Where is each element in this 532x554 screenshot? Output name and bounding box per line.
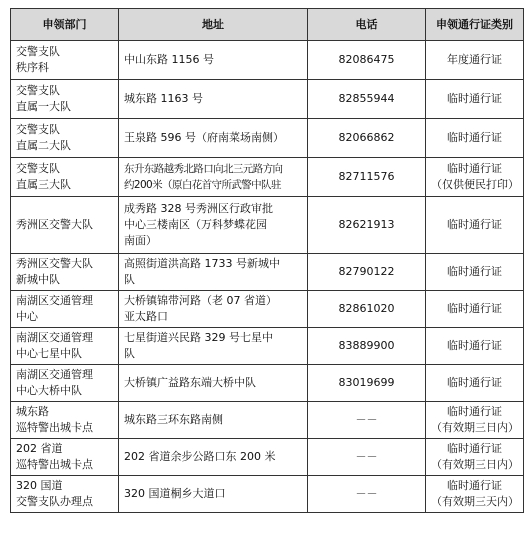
- cell-permit-type: 临时通行证: [426, 119, 524, 158]
- header-dept: 申领部门: [11, 9, 119, 41]
- cell-permit-type: 临时通行证 （仅供便民打印）: [426, 158, 524, 197]
- cell-dept: 320 国道 交警支队办理点: [11, 476, 119, 513]
- cell-permit-type: 临时通行证: [426, 197, 524, 254]
- header-permit-type: 申领通行证类别: [426, 9, 524, 41]
- cell-permit-type: 临时通行证: [426, 80, 524, 119]
- cell-phone: 82861020: [308, 291, 426, 328]
- permit-office-table: [10, 8, 524, 513]
- table-row: [11, 158, 524, 197]
- header-address: 地址: [119, 9, 308, 41]
- table-row: [11, 80, 524, 119]
- table-row: [11, 197, 524, 254]
- table-header-row: [11, 9, 524, 41]
- cell-address: 高照街道洪高路 1733 号新城中 队: [119, 254, 308, 291]
- cell-permit-type: 临时通行证 （有效期三日内）: [426, 439, 524, 476]
- table-row: [11, 254, 524, 291]
- table-row: [11, 41, 524, 80]
- cell-phone: 82066862: [308, 119, 426, 158]
- cell-phone: 83019699: [308, 365, 426, 402]
- cell-address: 成秀路 328 号秀洲区行政审批 中心三楼南区（万科梦蝶花园 南面）: [119, 197, 308, 254]
- cell-address: 320 国道桐乡大道口: [119, 476, 308, 513]
- cell-phone: －－: [308, 439, 426, 476]
- table-row: [11, 476, 524, 513]
- cell-dept: 南湖区交通管理 中心: [11, 291, 119, 328]
- cell-address: 大桥镇广益路东端大桥中队: [119, 365, 308, 402]
- cell-dept: 交警支队 直属一大队: [11, 80, 119, 119]
- cell-address: 大桥镇锦带河路（老 07 省道） 亚太路口: [119, 291, 308, 328]
- cell-permit-type: 临时通行证: [426, 291, 524, 328]
- cell-phone: 82621913: [308, 197, 426, 254]
- cell-dept: 城东路 巡特警出城卡点: [11, 402, 119, 439]
- cell-permit-type: 临时通行证 （有效期三天内）: [426, 476, 524, 513]
- cell-address: 七星街道兴民路 329 号七星中 队: [119, 328, 308, 365]
- cell-permit-type: 临时通行证: [426, 328, 524, 365]
- table-row: [11, 402, 524, 439]
- cell-address: 城东路三环东路南侧: [119, 402, 308, 439]
- cell-permit-type: 临时通行证: [426, 254, 524, 291]
- header-phone: 电话: [308, 9, 426, 41]
- table-row: [11, 291, 524, 328]
- table-row: [11, 328, 524, 365]
- cell-dept: 秀洲区交警大队 新城中队: [11, 254, 119, 291]
- cell-permit-type: 年度通行证: [426, 41, 524, 80]
- table-row: [11, 439, 524, 476]
- cell-dept: 南湖区交通管理 中心大桥中队: [11, 365, 119, 402]
- cell-dept: 交警支队 直属三大队: [11, 158, 119, 197]
- cell-permit-type: 临时通行证: [426, 365, 524, 402]
- cell-dept: 交警支队 秩序科: [11, 41, 119, 80]
- cell-phone: －－: [308, 476, 426, 513]
- cell-dept: 南湖区交通管理 中心七星中队: [11, 328, 119, 365]
- cell-dept: 交警支队 直属二大队: [11, 119, 119, 158]
- cell-phone: 82711576: [308, 158, 426, 197]
- cell-phone: 82855944: [308, 80, 426, 119]
- cell-dept: 202 省道 巡特警出城卡点: [11, 439, 119, 476]
- cell-address: 中山东路 1156 号: [119, 41, 308, 80]
- cell-dept: 秀洲区交警大队: [11, 197, 119, 254]
- cell-phone: －－: [308, 402, 426, 439]
- cell-phone: 82790122: [308, 254, 426, 291]
- cell-address: 城东路 1163 号: [119, 80, 308, 119]
- table-row: [11, 119, 524, 158]
- cell-address: 东升东路越秀北路口向北三元路方向 约200米（原白花首守所武警中队驻: [119, 158, 308, 197]
- cell-phone: 83889900: [308, 328, 426, 365]
- cell-permit-type: 临时通行证 （有效期三日内）: [426, 402, 524, 439]
- cell-address: 王泉路 596 号（府南菜场南侧）: [119, 119, 308, 158]
- table-row: [11, 365, 524, 402]
- permit-table-container: [10, 8, 524, 513]
- cell-phone: 82086475: [308, 41, 426, 80]
- cell-address: 202 省道余步公路口东 200 米: [119, 439, 308, 476]
